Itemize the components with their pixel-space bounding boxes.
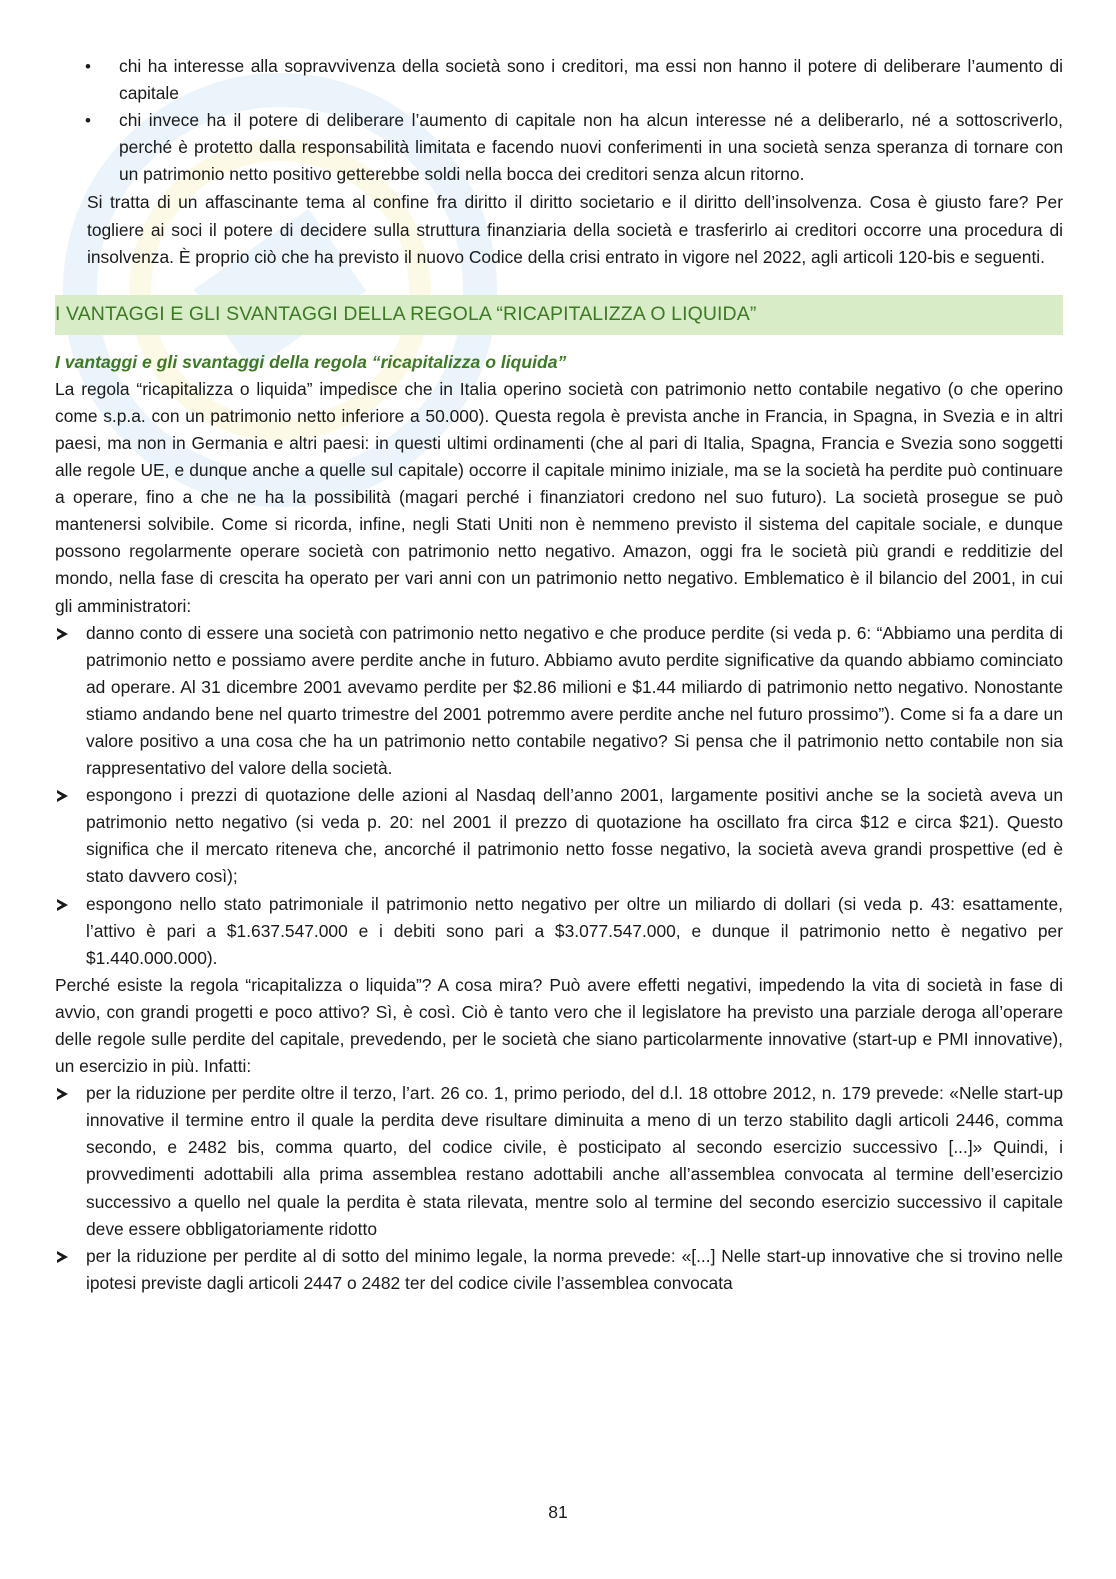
section-title: I VANTAGGI E GLI SVANTAGGI DELLA REGOLA “RICAPITALIZZA O LIQUIDA” — [55, 303, 757, 326]
arrow-list-amazon — [55, 620, 1063, 972]
arrow-list-startup — [55, 1080, 1063, 1297]
section-banner — [55, 295, 1063, 335]
list-item: danno conto di essere una società con patrimonio netto negativo e che produce perdite (si veda p. 6: “Abbiamo una perdita di patrimonio netto e possiamo avere perdite anche in futuro. Abbiamo avuto perdite significative da quando abbiamo cominciato ad operare. Al 31 dicembre 2001 avevamo perdite per $2.86 milioni e $1.44 miliardo di patrimonio netto negativo. Nonostante stiamo andando bene nel quarto trimestre del 2001 potremmo avere perdite anche nel futuro prossimo”). Come si fa a dare un valore positivo a una cosa che ha un patrimonio netto contabile negativo? Si pensa che il patrimonio netto contabile non sia rappresentativo del valore della società. — [86, 620, 1063, 783]
list-item: • chi invece ha il potere di deliberare l’aumento di capitale non ha alcun interesse né a deliberarlo, né a sottoscriverlo, perché è protetto dalla responsabilità limitata e facendo nuovi conferimenti in una società senza speranza di tornare con un patrimonio netto positivo getterebbe soldi nella bocca dei creditori senza alcun ritorno. — [119, 107, 1063, 188]
why-paragraph: Perché esiste la regola “ricapitalizza o liquida”? A cosa mira? Può avere effetti negativi, impedendo la vita di società in fase di avvio, con grandi progetti e poco attivo? Sì, è così. Ciò è tanto vero che il legislatore ha previsto una parziale deroga all’operare delle regole sulle perdite del capitale, prevedendo, per le società che siano particolarmente innovative (start-up e PMI innovative), un esercizio in più. Infatti: — [55, 974, 1063, 1077]
list-item: per la riduzione per perdite al di sotto del minimo legale, la norma prevede: «[...] Nelle start-up innovative che si trovino nelle ipotesi previste dagli articoli 2447 o 2482 ter del codice civile l’assemblea convocata — [86, 1243, 1063, 1297]
main-paragraph: La regola “ricapitalizza o liquida” impedisce che in Italia operino società con patrimonio netto contabile negativo (o che operino come s.p.a. con un patrimonio netto inferiore a 50.000). Questa regola è prevista anche in Francia, in Spagna, in Svezia e in altri paesi, ma non in Germania e altri paesi: in questi ultimi ordinamenti (che al pari di Italia, Spagna, Francia e Svezia sono soggetti alle regole UE, e dunque anche a quelle sul capitale) occorre il capitale minimo iniziale, ma se la società ha perdite può continuare a operare, fino a che ne ha la possibilità (magari perché i finanziatori credono nel suo futuro). La società prosegue se può mantenersi solvibile. Come si ricorda, infine, negli Stati Uniti non è nemmeno previsto il sistema del capitale sociale, e dunque possono regolarmente operare società con patrimonio netto negativo. Amazon, oggi fra le società più grandi e redditizie del mondo, nella fase di crescita ha operato per vari anni con un patrimonio netto negativo. Emblematico è il bilancio del 2001, in cui gli amministratori: — [55, 378, 1063, 616]
page-number: 81 — [548, 1502, 568, 1522]
intro-paragraph: Si tratta di un affascinante tema al confine fra diritto il diritto societario e il diritto dell’insolvenza. Cosa è giusto fare? Per togliere ai soci il potere di decidere sulla struttura finanziaria della società e trasferirlo ai creditori occorre una procedura di insolvenza. È proprio ciò che ha previsto il nuovo Codice della crisi entrato in vigore nel 2022, agli articoli 120-bis e seguenti. — [87, 192, 1063, 267]
list-item: • chi ha interesse alla sopravvivenza della società sono i creditori, ma essi non hanno il potere di deliberare l’aumento di capitale — [119, 53, 1063, 107]
bullet-list-top — [55, 53, 1063, 188]
list-item: espongono i prezzi di quotazione delle azioni al Nasdaq dell’anno 2001, largamente positivi anche se la società aveva un patrimonio netto negativo (si veda p. 20: nel 2001 il prezzo di quotazione ha oscillato fra circa $12 e circa $21). Questo significa che il mercato riteneva che, ancorché il patrimonio netto fosse negativo, la società aveva grandi prospettive (ed è stato davvero così); — [86, 782, 1063, 890]
list-item: espongono nello stato patrimoniale il patrimonio netto negativo per oltre un miliardo di dollari (si veda p. 43: esattamente, l’attivo è pari a $1.637.547.000 e i debiti sono pari a $3.077.547.000, e dunque il patrimonio netto è negativo per $1.440.000.000). — [86, 891, 1063, 972]
list-item: per la riduzione per perdite oltre il terzo, l’art. 26 co. 1, primo periodo, del d.l. 18 ottobre 2012, n. 179 prevede: «Nelle start-up innovative il termine entro il quale la perdita deve risultare diminuita a meno di un terzo stabilito dagli articoli 2446, comma secondo, e 2482 bis, comma quarto, del codice civile, è posticipato al secondo esercizio successivo [...]» Quindi, i provvedimenti adottabili alla prima assemblea restano adottabili anche all’assemblea convocata al termine dell’esercizio successivo a quello nel quale la perdita è stata rilevata, mentre solo al termine del secondo esercizio successivo il capitale deve essere obbligatoriamente ridotto — [86, 1080, 1063, 1243]
subsection-title: I vantaggi e gli svantaggi della regola “ricapitalizza o liquida” — [55, 351, 567, 372]
